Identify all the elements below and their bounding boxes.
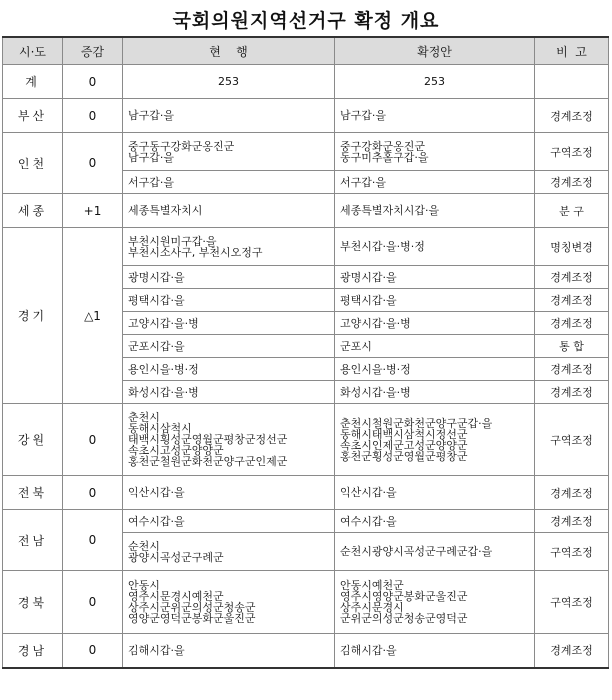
- total-confirmed: 253: [335, 65, 535, 99]
- current-district-cell: [123, 194, 335, 228]
- change-cell: +1: [63, 194, 123, 228]
- remark-cell: 경계조정: [535, 634, 609, 668]
- region-cell: 경북: [3, 571, 63, 634]
- current-district-cell: [123, 266, 335, 289]
- table-row: [3, 228, 609, 266]
- remark-cell: 구역조정: [535, 533, 609, 571]
- current-district-line: 홍천군철원군화천군양구군인제군: [128, 455, 288, 468]
- current-district-line: 남구갑·을: [128, 150, 175, 164]
- remark-cell: 경계조정: [535, 289, 609, 312]
- current-district-line: 영주시문경시예천군: [128, 590, 224, 603]
- region-cell: 전남: [3, 510, 63, 571]
- current-district-line: 용인시을·병·정: [128, 362, 199, 376]
- confirmed-district-line: 익산시갑·을: [340, 486, 397, 499]
- remark-cell: 경계조정: [535, 381, 609, 404]
- change-cell: 0: [63, 510, 123, 571]
- current-district-line: 안동시: [128, 579, 160, 592]
- confirmed-district-cell: [335, 533, 535, 571]
- change-cell: △1: [63, 228, 123, 404]
- remark-cell: 구역조정: [535, 571, 609, 634]
- current-district-cell: [123, 335, 335, 358]
- confirmed-district-cell: [335, 358, 535, 381]
- current-district-line: 광양시곡성군구례군: [128, 550, 224, 564]
- confirmed-district-cell: [335, 194, 535, 228]
- current-district-line: 부천시소사구, 부천시오정구: [128, 245, 263, 259]
- change-cell: 0: [63, 404, 123, 476]
- table-row: [3, 571, 609, 634]
- table-row: [3, 510, 609, 533]
- remark-cell: 명칭변경: [535, 228, 609, 266]
- current-district-cell: [123, 634, 335, 668]
- confirmed-district-line: 군위군의성군청송군영덕군: [340, 612, 468, 625]
- current-district-cell: [123, 404, 335, 476]
- current-district-cell: [123, 476, 335, 510]
- current-district-line: 광명시갑·을: [128, 270, 185, 284]
- current-district-cell: [123, 510, 335, 533]
- remark-cell: 경계조정: [535, 171, 609, 194]
- confirmed-district-cell: [335, 476, 535, 510]
- remark-cell: 경계조정: [535, 476, 609, 510]
- current-district-line: 세종특별자치시: [128, 204, 203, 217]
- header-region: 시·도: [3, 37, 63, 65]
- remark-cell: 경계조정: [535, 312, 609, 335]
- header-current: 현 행: [123, 37, 335, 65]
- remark-cell: 분 구: [535, 194, 609, 228]
- current-district-cell: [123, 381, 335, 404]
- confirmed-district-cell: [335, 510, 535, 533]
- table-row: [3, 404, 609, 476]
- change-cell: 0: [63, 99, 123, 133]
- confirmed-district-line: 서구갑·을: [340, 175, 387, 189]
- region-cell: 부산: [3, 99, 63, 133]
- region-cell: 인천: [3, 133, 63, 194]
- current-district-cell: [123, 571, 335, 634]
- confirmed-district-line: 춘천시철원군화천군양구군갑·을: [340, 416, 493, 430]
- confirmed-district-line: 세종특별자치시갑·을: [340, 204, 440, 217]
- confirmed-district-line: 동해시태백시삼척시정선군: [340, 427, 468, 441]
- current-district-line: 고양시갑·을·병: [128, 316, 199, 330]
- remark-cell: 경계조정: [535, 358, 609, 381]
- confirmed-district-line: 광명시갑·을: [340, 270, 397, 284]
- confirmed-district-line: 남구갑·을: [340, 109, 387, 122]
- current-district-line: 순천시: [128, 539, 160, 553]
- current-district-line: 중구동구강화군옹진군: [128, 139, 235, 153]
- region-cell: 전북: [3, 476, 63, 510]
- confirmed-district-line: 순천시광양시곡성군구례군갑·을: [340, 545, 493, 558]
- current-district-line: 춘천시: [128, 411, 160, 424]
- header-confirmed: 확정안: [335, 37, 535, 65]
- header-change: 증감: [63, 37, 123, 65]
- current-district-line: 군포시갑·을: [128, 339, 185, 353]
- current-district-line: 화성시갑·을·병: [128, 385, 199, 399]
- change-cell: 0: [63, 634, 123, 668]
- confirmed-district-cell: [335, 404, 535, 476]
- table-row: [3, 133, 609, 171]
- confirmed-district-line: 군포시: [340, 339, 372, 353]
- confirmed-district-line: 속초시인제군고성군양양군: [340, 438, 468, 452]
- district-table: [2, 36, 609, 669]
- current-district-cell: [123, 171, 335, 194]
- confirmed-district-cell: [335, 171, 535, 194]
- confirmed-district-line: 평택시갑·을: [340, 293, 397, 307]
- confirmed-district-line: 영주시영양군봉화군울진군: [340, 590, 468, 603]
- current-district-line: 상주시군위군의성군청송군: [128, 601, 256, 614]
- confirmed-district-cell: [335, 312, 535, 335]
- change-cell: 0: [63, 133, 123, 194]
- confirmed-district-line: 화성시갑·을·병: [340, 385, 411, 399]
- current-district-line: 평택시갑·을: [128, 293, 185, 307]
- current-district-cell: [123, 228, 335, 266]
- current-district-cell: [123, 99, 335, 133]
- confirmed-district-line: 홍천군횡성군영월군평창군: [340, 449, 468, 463]
- remark-cell: 구역조정: [535, 133, 609, 171]
- remark-cell: 통 합: [535, 335, 609, 358]
- confirmed-district-line: 동구미추홀구갑·을: [340, 150, 429, 164]
- confirmed-district-line: 여수시갑·을: [340, 514, 397, 528]
- confirmed-district-line: 용인시을·병·정: [340, 362, 411, 376]
- header-row: [3, 37, 609, 65]
- total-label: 계: [3, 65, 63, 99]
- remark-cell: 경계조정: [535, 99, 609, 133]
- confirmed-district-line: 고양시갑·을·병: [340, 316, 411, 330]
- current-district-cell: [123, 312, 335, 335]
- confirmed-district-line: 중구강화군옹진군: [340, 139, 426, 153]
- current-district-line: 여수시갑·을: [128, 514, 185, 528]
- confirmed-district-line: 상주시문경시: [340, 601, 404, 614]
- confirmed-district-cell: [335, 335, 535, 358]
- table-row: [3, 194, 609, 228]
- confirmed-district-cell: [335, 289, 535, 312]
- region-cell: 강원: [3, 404, 63, 476]
- region-cell: 세종: [3, 194, 63, 228]
- document-title: 국회의원지역선거구 확정 개요: [172, 10, 440, 32]
- total-remark: [535, 65, 609, 99]
- confirmed-district-line: 김해시갑·을: [340, 643, 397, 657]
- region-cell: 경기: [3, 228, 63, 404]
- current-district-line: 김해시갑·을: [128, 643, 185, 657]
- change-cell: 0: [63, 476, 123, 510]
- current-district-line: 서구갑·을: [128, 175, 175, 189]
- confirmed-district-cell: [335, 228, 535, 266]
- current-district-line: 태백시횡성군영월군평창군정선군: [128, 433, 288, 446]
- confirmed-district-cell: [335, 133, 535, 171]
- confirmed-district-cell: [335, 381, 535, 404]
- table-row: [3, 476, 609, 510]
- total-current: 253: [123, 65, 335, 99]
- current-district-line: 익산시갑·을: [128, 486, 185, 499]
- change-cell: 0: [63, 571, 123, 634]
- current-district-line: 부천시원미구갑·을: [128, 234, 217, 248]
- current-district-line: 속초시고성군양양군: [128, 444, 224, 457]
- current-district-line: 영양군영덕군봉화군울진군: [128, 612, 256, 625]
- current-district-line: 남구갑·을: [128, 109, 175, 122]
- remark-cell: 경계조정: [535, 510, 609, 533]
- header-remarks: 비 고: [535, 37, 609, 65]
- current-district-cell: [123, 289, 335, 312]
- total-row: [3, 65, 609, 99]
- table-row: [3, 634, 609, 668]
- confirmed-district-cell: [335, 99, 535, 133]
- table-row: [3, 99, 609, 133]
- current-district-cell: [123, 533, 335, 571]
- total-change: 0: [63, 65, 123, 99]
- current-district-cell: [123, 358, 335, 381]
- current-district-cell: [123, 133, 335, 171]
- current-district-line: 동해시삼척시: [128, 422, 192, 435]
- confirmed-district-cell: [335, 634, 535, 668]
- remark-cell: 구역조정: [535, 404, 609, 476]
- confirmed-district-line: 안동시예천군: [340, 579, 404, 592]
- remark-cell: 경계조정: [535, 266, 609, 289]
- confirmed-district-line: 부천시갑·을·병·정: [340, 240, 425, 253]
- confirmed-district-cell: [335, 571, 535, 634]
- confirmed-district-cell: [335, 266, 535, 289]
- region-cell: 경남: [3, 634, 63, 668]
